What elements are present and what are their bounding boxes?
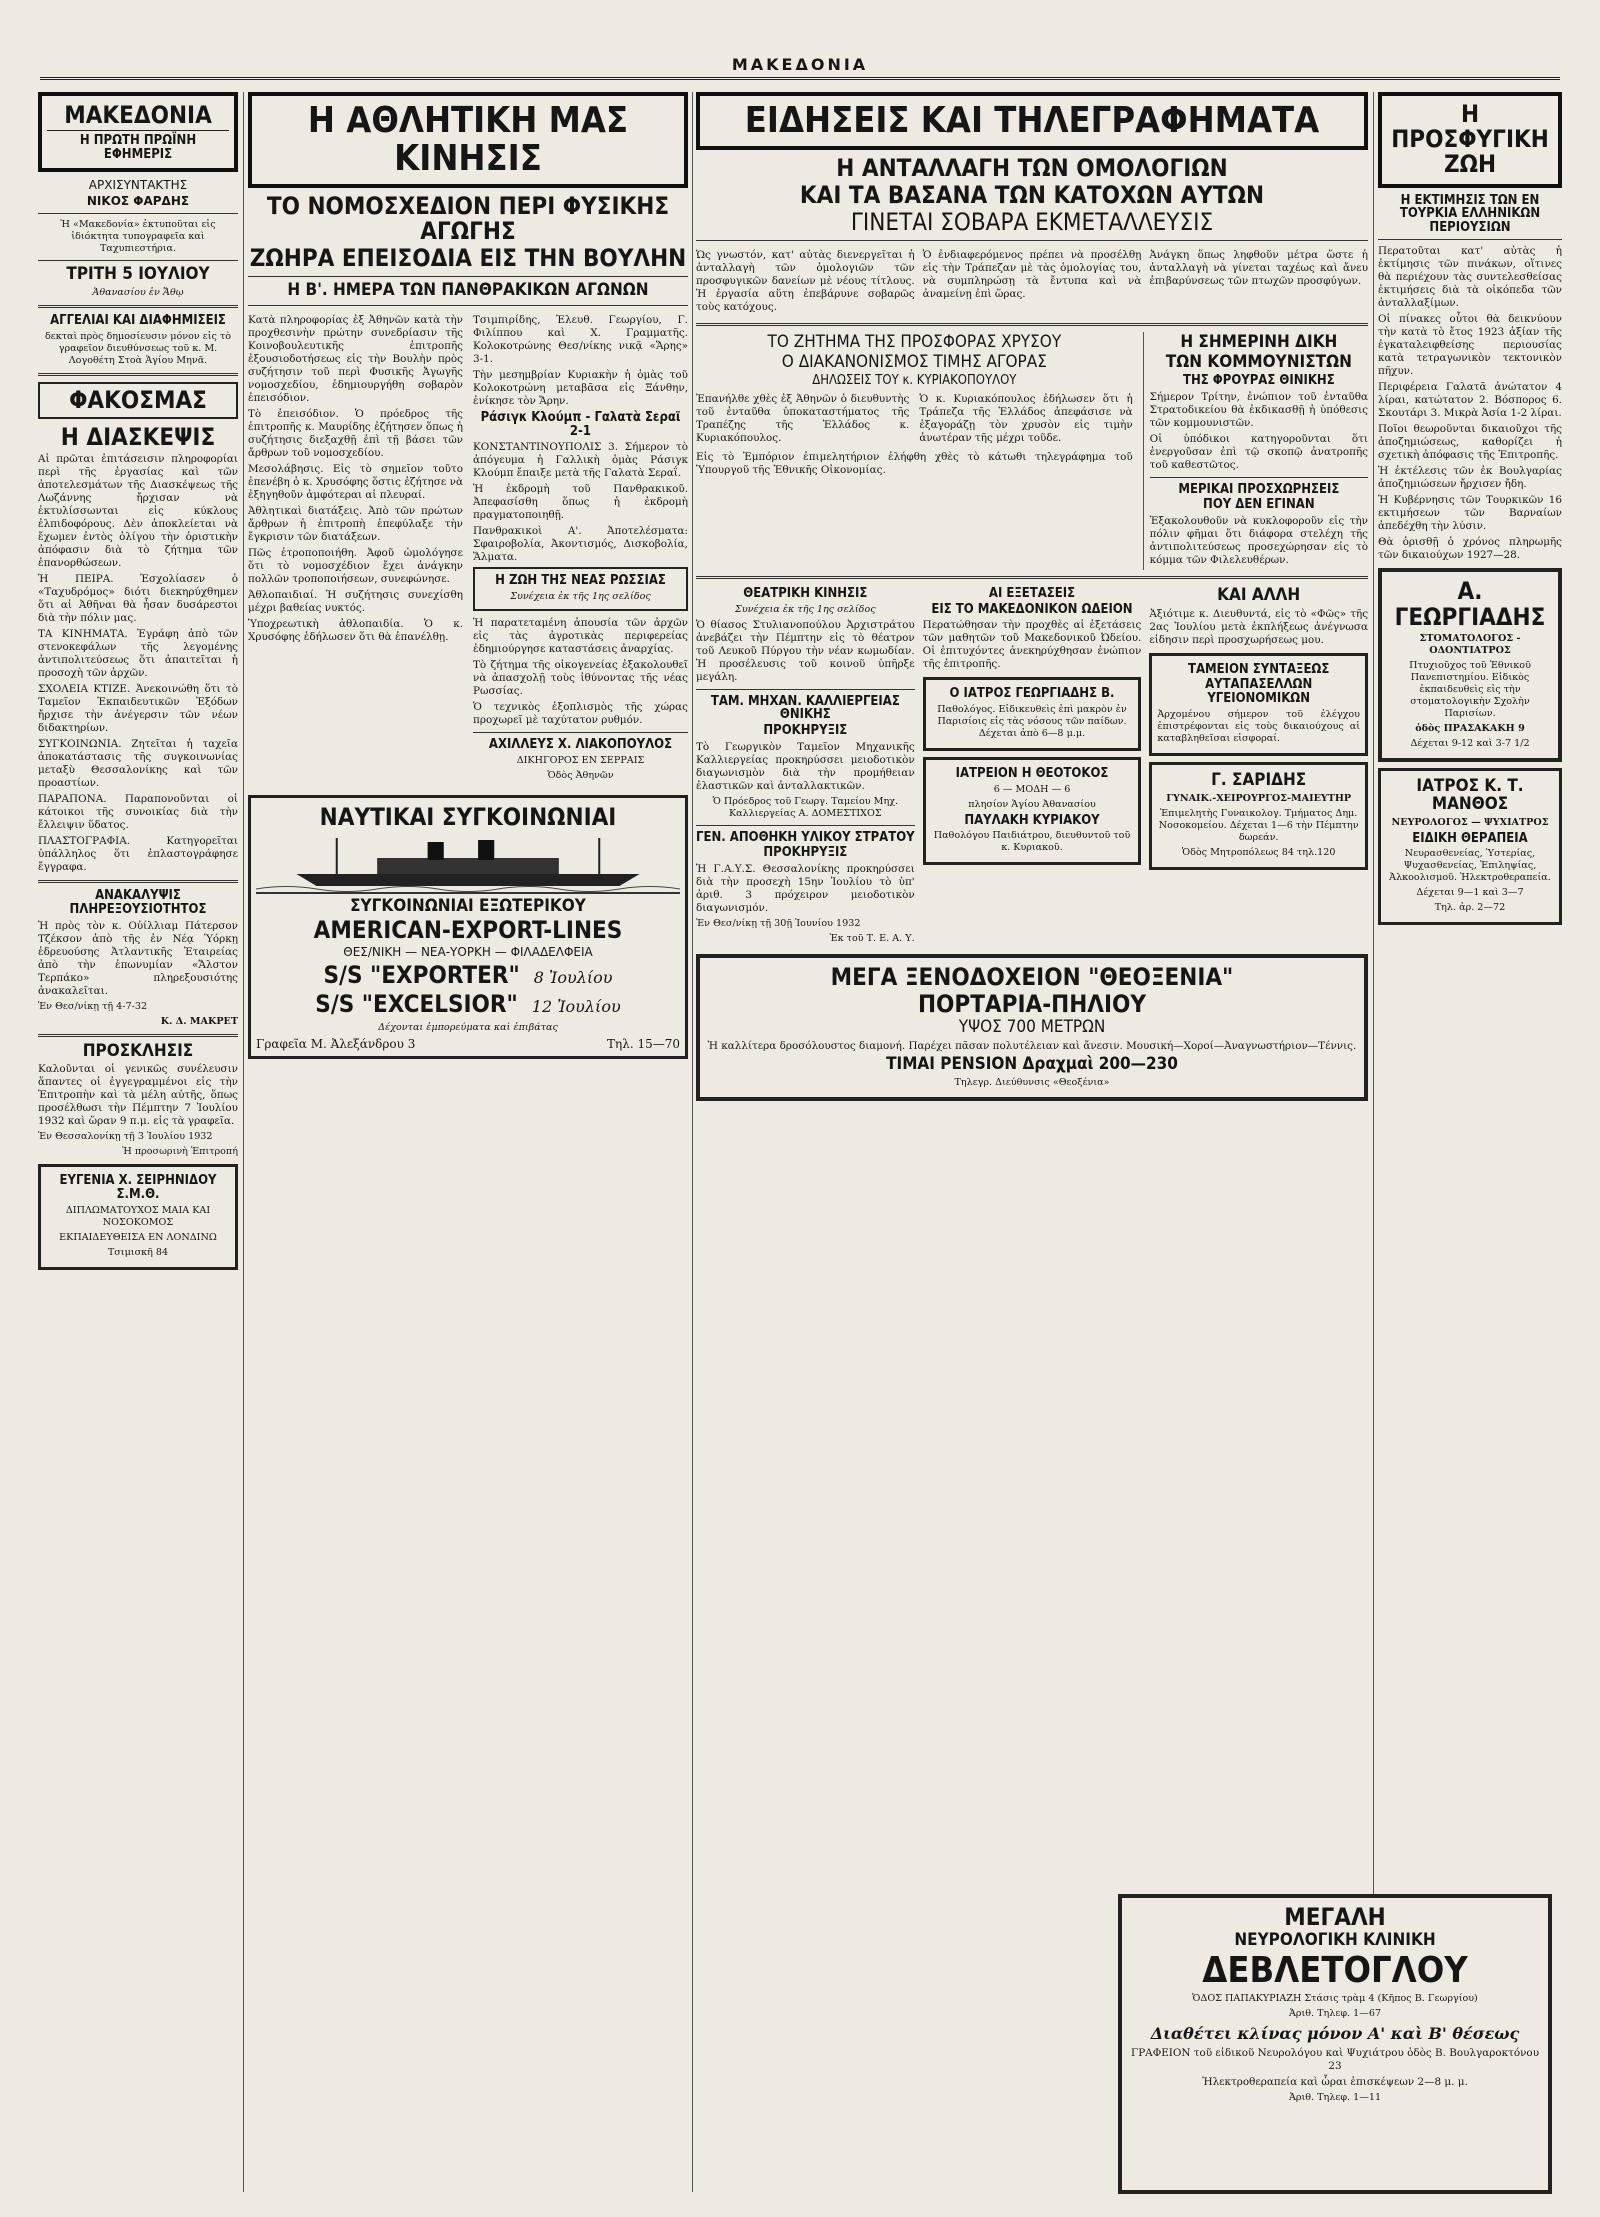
article-paragraph: Θὰ ὁρισθῇ ὁ χρόνος πληρωμῆς τῶν δικαιούχων 1927—28.	[1378, 536, 1562, 562]
exams-subheadline: ΕΙΣ ΤΟ ΜΑΚΕΔΟΝΙΚΟΝ ΩΔΕΙΟΝ	[931, 601, 1133, 617]
news-section-title: ΕΙΔΗΣΕΙΣ ΚΑΙ ΤΗΛΕΓΡΑΦΗΜΑΤΑ	[744, 100, 1320, 141]
lawyer-address: Ὁδὸς Ἀθηνῶν	[547, 769, 614, 781]
fund-subtitle: ΑΥΤΑΠΑΣΕΛΛΩΝ ΥΓΕΙΟΝΟΜΙΚΩΝ	[1205, 677, 1313, 707]
ship-date: 12 Ἰουλίου	[531, 996, 621, 1016]
dentist-text: Πτυχιοῦχος τοῦ Ἐθνικοῦ Πανεπιστημίου. Εἰδικὸς ἐκπαιδευθεὶς εἰς τὴν στοματολογικὴν Σχολὴν Παρισίων.	[1409, 659, 1531, 719]
editor-title: ΑΡΧΙΣΥΝΤΑΚΤΗΣ	[88, 178, 188, 193]
fakosmas-paragraph: ΣΥΓΚΟΙΝΩΝΙΑ. Ζητεῖται ἡ ταχεῖα ἀποκατάστασις τῆς συγκοινωνίας μεταξὺ Θεσσαλονίκης καὶ τῶν προαστίων.	[38, 738, 238, 790]
hotel-altitude: ΥΨΟΣ 700 ΜΕΤΡΩΝ	[958, 1017, 1106, 1038]
ship-name: S/S "EXCELSIOR"	[315, 989, 518, 1018]
gold-headline: ΤΟ ΖΗΤΗΜΑ ΤΗΣ ΠΡΟΣΦΟΡΑΣ ΧΡΥΣΟΥ	[767, 332, 1062, 353]
doctor-name: Ο ΙΑΤΡΟΣ ΓΕΩΡΓΙΑΔΗΣ Β.	[949, 686, 1115, 702]
page-header-title: ΜΑΚΕΔΟΝΙΑ	[731, 55, 869, 74]
refugee-headline: Η ΕΚΤΙΜΗΣΙΣ ΤΩΝ ΕΝ ΤΟΥΡΚΙΑ ΕΛΛΗΝΙΚΩΝ ΠΕΡΙΟΥΣΙΩΝ	[1399, 192, 1541, 235]
neurologist-title: ΝΕΥΡΟΛΟΓΟΣ — ΨΥΧΙΑΤΡΟΣ	[1391, 816, 1549, 828]
cultivation-title: ΤΑΜ. ΜΗΧΑΝ. ΚΑΛΛΙΕΡΓΕΙΑΣ ΘΝΙΚΗΣ	[710, 693, 900, 723]
article-paragraph: Περιφέρεια Γαλατᾶ ἀνώτατον 4 λίραι, κατώτατον 2. Βόσπορος 6. Σκουτάρι 3. Μικρὰ Ἀσία 1-2 λίραι.	[1378, 381, 1562, 420]
theatre-article	[696, 585, 915, 948]
army-notice: ΠΡΟΚΗΡΥΞΙΣ	[763, 845, 848, 861]
lawyer-name: ΑΧΙΛΛΕΥΣ Χ. ΛΙΑΚΟΠΟΥΛΟΣ	[488, 736, 673, 752]
trial-headline-3: ΤΗΣ ΦΡΟΥΡΑΣ ΘΙΝΙΚΗΣ	[1182, 373, 1335, 389]
neurologist-text: Νευρασθενείας, Ὑστερίας, Ψυχασθενείας, Ἐπιληψίας, Ἀλκοολισμοῦ. Ἠλεκτροθεραπεία.	[1389, 848, 1551, 884]
promo-headline-2: ΠΟΥ ΔΕΝ ΕΓΙΝΑΝ	[1203, 497, 1315, 513]
article-paragraph: Κατὰ πληροφορίας ἐξ Ἀθηνῶν κατὰ τὴν προχθεσινὴν πρώτην συνεδρίασιν τῆς Κοινοβουλευτικῆς ἐπιτροπῆς ἐξουσιοδοτήσεως εἰς τὴν Βουλὴν πρὸς συζήτησιν τοῦ περὶ Φυσικῆς Ἀγωγῆς νομοσχεδίου, ἐδημιουργήθη σοβαρὸν ἐπεισόδιον.	[248, 314, 463, 404]
article-paragraph: Ἡ παρατεταμένη ἀπουσία τῶν ἀρχῶν εἰς τὰς ἀγροτικὰς περιφερείας ἐδημιούργησε καταστάσεις ἀναρχίας.	[473, 616, 688, 655]
article-paragraph: Μεσολάβησις. Εἰς τὸ σημεῖον τοῦτο ἐπενέβη ὁ κ. Χρυσόφης ὅστις ἐζήτησε νὰ ἐξηγηθοῦν ἀμφότεραι αἱ πλευραί.	[248, 463, 463, 501]
clinic-title-2: ΝΕΥΡΟΛΟΓΙΚΗ ΚΛΙΝΙΚΗ	[1234, 1930, 1436, 1951]
russia-box	[473, 567, 688, 611]
article-paragraph: Πῶς ἐτροποποιήθη. Ἀφοῦ ὡμολόγησε ὅτι τὸ νομοσχέδιον ἔχει ἀνάγκην πολλῶν τροποποιήσεων, συνεφώνησε.	[248, 547, 463, 585]
sports-left-column	[248, 311, 463, 785]
russia-title: Η ΖΩΗ ΤΗΣ ΝΕΑΣ ΡΩΣΣΙΑΣ	[495, 573, 666, 589]
shipping-phone: Τηλ. 15—70	[607, 1037, 680, 1052]
article-paragraph: Ἀθλοπαιδιαί. Ἡ συζήτησις συνεχίσθη μέχρι βαθείας νυκτός.	[248, 589, 463, 614]
neurologist-hours: Δέχεται 9—1 καὶ 3—7	[1416, 887, 1524, 899]
article-paragraph: Ὁ ἐνδιαφερόμενος πρέπει νὰ προσέλθῃ εἰς τὴν Τράπεζαν μὲ τὰς ὁμολογίας του, νὰ συμπληρώσῃ τὰ ἔντυπα καὶ νὰ ἀναμείνῃ ἐπὶ ὥρας.	[922, 249, 1142, 301]
article-paragraph: Ἀθλητικαὶ διατάξεις. Ἀπὸ τῶν πρώτων ἄρθρων ἡ ἐπιτροπὴ ἐπεφύλαξε τὴν ἔγκρισιν τῶν διατάξεων.	[248, 505, 463, 543]
saint-of-day: Ἀθανασίου ἐν Ἄθῳ	[92, 287, 184, 299]
surgeon-name: Γ. ΣΑΡΙΔΗΣ	[1211, 769, 1307, 790]
clinic-doctor: ΠΑΥΛΑΚΗ ΚΥΡΙΑΚΟΥ	[964, 812, 1100, 828]
masthead	[40, 55, 1560, 80]
article-paragraph: Περατοῦται κατ' αὐτὰς ἡ ἐκτίμησις τῶν πινάκων, οἵτινες θὰ περιέχουν τὰς συντελεσθείσας ἐκτιμήσεις διὰ τὰ οἰκόπεδα τῶν ἀνταλλαξίμων.	[1378, 245, 1562, 310]
article-paragraph: Τὸ ἐπεισόδιον. Ὁ πρόεδρος τῆς ἐπιτροπῆς κ. Μαυρίδης ἐζήτησεν ὅπως ἡ συζήτησις διεξαχθῇ ἐπὶ τῇ βάσει τῶν ἄρθρων τοῦ νομοσχεδίου.	[248, 408, 463, 459]
ship-icon	[256, 834, 680, 892]
neurologist-phone: Τηλ. ἀρ. 2—72	[1434, 902, 1506, 914]
invite-text: Καλοῦνται οἱ γενικῶς συνέλευσιν ἅπαντες οἱ ἐγγεγραμμένοι εἰς τὴν Ἐπιτροπὴν καὶ τὰ μέλη αὐτῆς, ὅπως προσέλθωσι τὴν Πέμπτην 7 Ἰουλίου 1932 καὶ ὥραν 9 π.μ. εἰς τὰ γραφεῖα.	[38, 1063, 238, 1128]
other-article	[1149, 585, 1368, 948]
dentist-hours: Δέχεται 9-12 καὶ 3-7 1/2	[1410, 737, 1530, 749]
fakosmas-paragraph: ΠΑΡΑΠΟΝΑ. Παραπονοῦνται οἱ κάτοικοι τῆς συνοικίας διὰ τὴν ἔλλειψιν ὕδατος.	[38, 793, 238, 832]
article-paragraph: Πανθρακικοὶ Α'. Ἀποτελέσματα: Σφαιροβολία, Ἀκοντισμός, Δισκοβολία, Ἅλματα.	[473, 525, 688, 564]
fakosmas-paragraph: ΤΑ ΚΙΝΗΜΑΤΑ. Ἐγράφη ἀπὸ τῶν στενοκεφάλων τῆς λεγομένης ἀντιπολιτεύσεως ὅτι ἀπαιτεῖται ἡ προσοχὴ τῶν ἀρχῶν.	[38, 628, 238, 680]
fund-ad	[1149, 653, 1368, 756]
article-paragraph: Τὸ Γεωργικὸν Ταμεῖον Μηχανικῆς Καλλιεργείας προκηρύσσει μειοδοτικὸν διαγωνισμὸν διὰ τὴν προμήθειαν ἐλαστικῶν καὶ ἀνταλλακτικῶν.	[696, 740, 915, 792]
clinic-line: 6 — ΜΟΔΗ — 6	[993, 783, 1071, 795]
gold-subheadline: Ο ΔΙΑΚΑΝΟΝΙΣΜΟΣ ΤΙΜΗΣ ΑΓΟΡΑΣ	[781, 352, 1047, 373]
article-paragraph: Τὴν μεσημβρίαν Κυριακὴν ἡ ὁμὰς τοῦ Κολοκοτρώνη μεταβᾶσα εἰς Ξάνθην, ἐνίκησε τὸν Ἄρην.	[473, 369, 688, 407]
fakosmas-paragraph: ΣΧΟΛΕΙΑ ΚΤΙΖΕ. Ἀνεκοινώθη ὅτι τὸ Ταμεῖον Ἐκπαιδευτικῶν Ἐξόδων ἤρχισε τὴν ἀνέγερσιν τῶν νέων διδακτηρίων.	[38, 683, 238, 735]
hotel-price: ΤΙΜΑΙ PENSION Δραχμαὶ 200—230	[886, 1054, 1178, 1075]
promo-headline: ΜΕΡΙΚΑΙ ΠΡΟΣΧΩΡΗΣΕΙΣ	[1178, 481, 1340, 497]
trial-headline-2: ΤΩΝ ΚΟΜΜΟΥΝΙΣΤΩΝ	[1165, 352, 1352, 373]
russia-continued: Συνέχεια ἐκ τῆς 1ης σελίδος	[510, 590, 651, 602]
shipping-route: ΘΕΣ/ΝΙΚΗ — ΝΕΑ-ΥΟΡΚΗ — ΦΙΛΑΔΕΛΦΕΙΑ	[343, 944, 593, 959]
neurologist-ad	[1378, 768, 1562, 925]
fund-title: ΤΑΜΕΙΟΝ ΣΥΝΤΑΞΕΩΣ	[1187, 661, 1330, 677]
dentist-name: Α. ΓΕΩΡΓΙΑΔΗΣ	[1394, 577, 1546, 631]
column-left	[38, 92, 238, 1276]
army-date: Ἐν Θεσ/νίκῃ τῇ 30ῇ Ἰουνίου 1932	[696, 917, 861, 929]
ship-name: S/S "EXPORTER"	[323, 960, 520, 989]
sports-right-column	[473, 311, 688, 785]
claims-text: Ἡ πρὸς τὸν κ. Οὐίλλιαμ Πάτερσον Τζέκσον ἀπὸ τῆς ἐν Νέᾳ Ὑόρκῃ ἑδρευούσης Ἀτλαντικῆς Ἑταιρείας ἀπὸ τὴν ἐπωνυμίαν «Ἄλστον Τερπάκο» πληρεξουσιότης ἀνακαλεῖται.	[38, 919, 238, 997]
dentist-ad	[1378, 568, 1562, 761]
cultivation-signature: Ὁ Πρόεδρος τοῦ Γεωργ. Ταμείου Μηχ. Καλλιεργείας Α. ΔΟΜΕΣΤΙΧΟΣ	[712, 795, 899, 819]
column-rule	[243, 92, 244, 2192]
surgeon-text: Ἐπιμελητὴς Γυναικολογ. Τμήματος Δημ. Νοσοκομείου. Δέχεται 1—6 τὴν Πέμπτην δωρεάν.	[1158, 807, 1359, 843]
fakosmas-paragraph: ΠΛΑΣΤΟΓΡΑΦΙΑ. Κατηγορεῖται ὑπάλληλος ὅτι ἐπλαστογράφησε ἔγγραφα.	[38, 835, 238, 874]
column-rule	[692, 92, 693, 2192]
article-paragraph: Ἐξακολουθοῦν νὰ κυκλοφοροῦν εἰς τὴν πόλιν φῆμαι ὅτι διάφορα στελέχη τῆς ἀντιπολιτεύσεως προσεχώρησαν εἰς τὸ κόμμα τῶν Φιλελευθέρων.	[1149, 514, 1368, 566]
article-paragraph: Οἱ ὑπόδικοι κατηγοροῦνται ὅτι ἐνεργοῦσαν ἐπὶ τῷ σκοπῷ ἀνατροπῆς τοῦ καθεστῶτος.	[1149, 432, 1368, 471]
army-title: ΓΕΝ. ΑΠΟΘΗΚΗ ΥΛΙΚΟΥ ΣΤΡΑΤΟΥ	[696, 829, 915, 845]
neuro-clinic-ad	[1118, 1894, 1552, 2194]
midwife-ad	[38, 1164, 238, 1269]
clinic-title-1: ΜΕΓΑΛΗ	[1284, 1903, 1386, 1931]
sports-headline: ΤΟ ΝΟΜΟΣΧΕΔΙΟΝ ΠΕΡΙ ΦΥΣΙΚΗΣ ΑΓΩΓΗΣ	[266, 191, 670, 245]
refugee-section-title: Η ΠΡΟΣΦΥΓΙΚΗ ΖΩΗ	[1391, 100, 1549, 179]
column-sports	[248, 92, 688, 1065]
sports-section-title: Η ΑΘΛΗΤΙΚΗ ΜΑΣ ΚΙΝΗΣΙΣ	[307, 100, 629, 179]
fakosmas-box	[38, 382, 238, 419]
clinic-hours: Ἠλεκτροθεραπεία καὶ ὧραι ἐπισκέψεων 2—8 μ. μ.	[1202, 2075, 1468, 2088]
article-paragraph: Ἡ ἐκτέλεσις τῶν ἐκ Βουλγαρίας ἀποζημιώσεων ἤρχισεν ἤδη.	[1378, 465, 1562, 491]
article-paragraph: ΚΟΝΣΤΑΝΤΙΝΟΥΠΟΛΙΣ 3. Σήμερον τὸ ἀπόγευμα ἡ Γαλλικὴ ὁμὰς Ράσιγκ Κλούμπ ἔπαιξε μετὰ τῆς Γαλατὰ Σεραΐ.	[473, 441, 688, 480]
fund-text: Ἀρχομένου σήμερον τοῦ ἐλέγχου ἐπιστρέφονται εἰς τοὺς δικαιούχους αἱ καταβληθεῖσαι εἰσφοραί.	[1157, 708, 1361, 744]
midwife-line: ΔΙΠΛΩΜΑΤΟΥΧΟΣ ΜΑΙΑ ΚΑΙ ΝΟΣΟΚΟΜΟΣ	[65, 1204, 211, 1228]
sports-subhead-games: Η Β'. ΗΜΕΡΑ ΤΩΝ ΠΑΝΘΡΑΚΙΚΩΝ ΑΓΩΝΩΝ	[287, 280, 649, 301]
hotel-ad	[696, 954, 1368, 1101]
shipping-company: AMERICAN-EXPORT-LINES	[313, 915, 623, 944]
hotel-text: Ἡ καλλίτερα δροσόλουστος διαμονή. Παρέχει πᾶσαν πολυτέλειαν καὶ ἄνεσιν. Μουσική—Χοροί—Ἀναγνωστήριον—Τέννις.	[707, 1040, 1357, 1053]
fakosmas-title: ΦΑΚΟΣΜΑΣ	[69, 385, 207, 414]
clinic-phone: Ἀριθ. Τηλεφ. 1—67	[1288, 2007, 1382, 2019]
fakosmas-paragraph: Αἱ πρῶται ἐπιτάσεισιν πληροφορίαι περὶ τῆς ἐργασίας καὶ τῶν ἀποτελεσμάτων τῆς Διασκέψεως τῆς Λωζάννης ἤρχισαν νὰ ἐκτυλίσσωνται εἰς κύκλους ἐλπιδοφόρους. Δὲν ἀποκλείεται νὰ ἔχωμεν ἐντὸς ὀλίγου τὴν ὁριστικὴν ἀπόφασιν διὰ τὸ ζήτημα τῶν ἐπανορθώσεων.	[38, 453, 238, 570]
doctor-ad	[923, 677, 1142, 751]
nameplate-title: ΜΑΚΕΔΟΝΙΑ	[64, 101, 212, 129]
ship-illustration	[256, 834, 680, 894]
trial-article	[1143, 332, 1368, 570]
clinic-address: ὉΔΟΣ ΠΑΠΑΚΥΡΙΑΖΗ Στάσις τρὰμ 4 (Κῆπος Β. Γεωργίου)	[1192, 1992, 1478, 2004]
ship-date: 8 Ἰουλίου	[533, 967, 613, 987]
sports-subheadline: ΖΩΗΡΑ ΕΠΕΙΣΟΔΙΑ ΕΙΣ ΤΗΝ ΒΟΥΛΗΝ	[249, 243, 687, 272]
article-paragraph: Ἀξιότιμε κ. Διευθυντά, εἰς τὸ «Φῶς» τῆς 2ας Ἰουλίου μετὰ ἐκπλήξεως ἀνέγνωσα εἰδησιν περὶ προσχωρήσεως μου.	[1149, 607, 1368, 646]
issue-date: ΤΡΙΤΗ 5 ΙΟΥΛΙΟΥ	[66, 264, 210, 285]
article-paragraph: Ἡ Κυβέρνησις τῶν Τουρκικῶν 16 εκτιμήσεων τῶν Βαρναίων ἀπεδέχθη τὴν λύσιν.	[1378, 494, 1562, 533]
shipping-note: Δέχονται ἐμπορεύματα καὶ ἐπιβάτας	[378, 1022, 558, 1034]
article-paragraph: Εἰς τὸ Ἐμπόριον ἐπιμελητήριον ἐλήφθη χθὲς τὸ κάτωθι τηλεγράφημα τοῦ Ὑπουργοῦ τῆς Ἐθνικῆς Οἰκονομίας.	[696, 450, 1133, 476]
theatre-headline: ΘΕΑΤΡΙΚΗ ΚΙΝΗΣΙΣ	[743, 585, 868, 601]
article-paragraph: Ὁ τεχνικὸς ἐξοπλισμὸς τῆς χώρας προχωρεῖ μὲ ταχύτατον ρυθμόν.	[473, 700, 688, 726]
article-paragraph: Ἡ Γ.Α.Υ.Σ. Θεσσαλονίκης προκηρύσσει διὰ τὴν προσεχὴ 15ην Ἰουλίου τὸ ὑπ' ἀριθ. 3 πρόχειρον μειοδοτικὸν διαγωνισμόν.	[696, 862, 915, 914]
exams-headline: ΑΙ ΕΞΕΤΑΣΕΙΣ	[988, 585, 1076, 601]
army-signature: Ἐκ τοῦ Τ. Ε. Α. Υ.	[829, 932, 915, 944]
article-paragraph: Τὸ ζήτημα τῆς οἰκογενείας ἐξακολουθεῖ νὰ ἀπασχολῇ τοὺς ἰθύνοντας τῆς νέας Ρωσσίας.	[473, 658, 688, 697]
dentist-title: ΣΤΟΜΑΤΟΛΟΓΟΣ - ΟΔΟΝΤΙΑΤΡΟΣ	[1419, 632, 1521, 656]
shipping-subtitle: ΣΥΓΚΟΙΝΩΝΙΑΙ ΕΞΩΤΕΡΙΚΟΥ	[350, 895, 586, 916]
other-headline: ΚΑΙ ΑΛΛΗ	[1217, 584, 1301, 605]
column-news	[696, 92, 1368, 1107]
clinic-phone-2: Ἀριθ. Τηλεφ. 1—11	[1288, 2091, 1382, 2103]
article-paragraph: Σήμερον Τρίτην, ἐνώπιον τοῦ ἐνταῦθα Στρατοδικείου θὰ ἐκδικασθῇ ἡ ὑπόθεσις τῶν κομμουνιστῶν.	[1149, 390, 1368, 429]
clinic-line: πλησίον Ἁγίου Ἀθανασίου	[968, 798, 1096, 810]
fakosmas-headline: Η ΔΙΑΣΚΕΨΙΣ	[60, 423, 216, 452]
dentist-address: ὁδὸς ΠΡΑΣΑΚΑΚΗ 9	[1415, 722, 1525, 734]
trial-headline: Η ΣΗΜΕΡΙΝΗ ΔΙΚΗ	[1180, 332, 1338, 353]
exchange-subheadline: ΓΙΝΕΤΑΙ ΣΟΒΑΡΑ ΕΚΜΕΤΑΛΛΕΥΣΙΣ	[850, 208, 1214, 237]
hotel-location: ΠΟΡΤΑΡΙΑ-ΠΗΛΙΟΥ	[917, 990, 1147, 1018]
claims-place: Ἐν Θεσ/νίκῃ τῇ 4-7-32	[38, 1000, 148, 1012]
hotel-name: ΜΕΓΑ ΞΕΝΟΔΟΧΕΙΟΝ "ΘΕΟΞΕΝΙΑ"	[830, 962, 1234, 991]
lawyer-title: ΔΙΚΗΓΟΡΟΣ ΕΝ ΣΕΡΡΑΙΣ	[516, 754, 645, 766]
surgeon-title: ΓΥΝΑΙΚ.-ΧΕΙΡΟΥΡΓΟΣ-ΜΑΙΕΥΤΗΡ	[1166, 792, 1352, 804]
clinic-ad	[923, 757, 1142, 865]
article-paragraph: Τσιμπιρίδης, Ἐλευθ. Γεωργίου, Γ. Φιλίππου καὶ Χ. Γραμματῆς. Κολοκοτρώνης Θεσ/νίκης νικᾷ «Ἄρης» 3-1.	[473, 314, 688, 365]
shipping-ad	[248, 795, 688, 1060]
neurologist-name: ΙΑΤΡΟΣ Κ. Τ. ΜΑΝΘΟΣ	[1416, 775, 1524, 814]
fakosmas-paragraph: Ἡ ΠΕΙΡΑ. Ἐσχολίασεν ὁ «Ταχυδρόμος» διότι διεκηρύχθημεν ὅτι αἱ Ἀθῆναι θὰ ἦσαν δυσάρεστοι διὰ τὴν πόλιν μας.	[38, 573, 238, 625]
ads-box-text: δεκταὶ πρὸς δημοσίευσιν μόνον εἰς τὸ γραφεῖον διευθύνσεως τοῦ κ. Μ. Λογοθέτη Στοὰ Ἁγίου Μηνᾶ.	[44, 330, 232, 366]
midwife-address: Τσιμισκῆ 84	[107, 1246, 169, 1258]
cultivation-notice: ΠΡΟΚΗΡΥΞΙΣ	[763, 722, 848, 738]
gold-article	[696, 332, 1133, 570]
article-paragraph: Ἐπανήλθε χθὲς ἐξ Ἀθηνῶν ὁ διευθυντὴς τοῦ ἐνταῦθα ὑποκαταστήματος τῆς Τραπέζης τῆς Ἑλλάδος κ. Κυριακόπουλος.	[696, 392, 910, 444]
column-refugee	[1378, 92, 1562, 931]
hotel-telegram: Τηλεγρ. Διεύθυνσις «Θεοξένια»	[954, 1076, 1110, 1088]
column-rule	[1373, 92, 1374, 2192]
midwife-line: ΕΚΠΑΙΔΕΥΘΕΙΣΑ ΕΝ ΛΟΝΔΙΝΩ	[59, 1231, 217, 1243]
invite-place: Ἐν Θεσσαλονίκῃ τῇ 3 Ἰουλίου 1932	[38, 1131, 213, 1143]
sports-section-banner	[248, 92, 688, 188]
article-paragraph: Ὑποχρεωτικὴ ἀθλοπαιδία. Ὁ κ. Χρυσόφης ἐδήλωσεν ὅτι θὰ ἐπανέλθῃ.	[248, 618, 463, 643]
printing-note: Ἡ «Μακεδονία» ἐκτυποῦται εἰς ἰδιόκτητα τυπογραφεῖα καὶ Ταχυπιεστήρια.	[60, 219, 216, 255]
shipping-title: ΝΑΥΤΙΚΑΙ ΣΥΓΚΟΙΝΩΝΙΑΙ	[319, 802, 617, 831]
article-paragraph: Ποῖοι θεωροῦνται δικαιοῦχοι τῆς ἀποζημιώσεως, καθορίζει ἡ σχετικὴ ἀπόφασις τῆς Ἐπιτροπῆς.	[1378, 423, 1562, 462]
article-paragraph: Ἀνάγκη ὅπως ληφθοῦν μέτρα ὥστε ἡ ἀνταλλαγὴ νὰ γίνεται ταχέως καὶ ἄνευ ἐπιβαρύνσεως τῶν πτωχῶν προσφύγων.	[1149, 249, 1368, 288]
surgeon-ad	[1149, 762, 1368, 870]
invite-signature: Ἡ προσωρινὴ Ἐπιτροπή	[122, 1146, 238, 1158]
theatre-continued: Συνέχεια ἐκ τῆς 1ης σελίδος	[735, 603, 876, 615]
article-paragraph: Ὁ κ. Κυριακόπουλος ἐδήλωσεν ὅτι ἡ Τράπεζα τῆς Ἑλλάδος ἀπεφάσισε νὰ ἐξαγοράζῃ τὸν χρυσὸν εἰς τιμὴν ἀνωτέραν τῆς μέχρι τοῦδε.	[919, 392, 1133, 444]
clinic-beds: Διαθέτει κλίνας μόνον Α' καὶ Β' θέσεως	[1150, 2023, 1520, 2043]
editor-name: ΝΙΚΟΣ ΦΑΡΔΗΣ	[86, 194, 190, 209]
ads-box-title: ΑΓΓΕΛΙΑΙ ΚΑΙ ΔΙΑΦΗΜΙΣΕΙΣ	[50, 313, 226, 329]
exchange-headline-2: ΚΑΙ ΤΑ ΒΑΣΑΝΑ ΤΩΝ ΚΑΤΟΧΩΝ ΑΥΤΩΝ	[799, 180, 1265, 209]
invite-title: ΠΡΟΣΚΛΗΣΙΣ	[82, 1040, 194, 1061]
article-paragraph: Ὁ θίασος Στυλιανοπούλου Ἀρχιστράτου ἀνεβάζει τὴν Πέμπτην εἰς τὸ θέατρον τοῦ Λευκοῦ Πύργου τὴν νέαν κωμωδίαν. Ἡ προσέλευσις τοῦ κοινοῦ ὑπῆρξε μεγάλη.	[696, 618, 915, 683]
gold-statement: ΔΗΛΩΣΕΙΣ ΤΟΥ κ. ΚΥΡΙΑΚΟΠΟΥΛΟΥ	[812, 373, 1017, 389]
clinic-text: Παθολόγου Παιδιάτρου, διευθυντοῦ τοῦ κ. Κυριακοῦ.	[933, 830, 1131, 854]
nameplate	[38, 92, 238, 172]
midwife-name: ΕΥΓΕΝΙΑ Χ. ΣΕΙΡΗΝΙΔΟΥ Σ.Μ.Θ.	[59, 1173, 217, 1203]
neurologist-therapy: ΕΙΔΙΚΗ ΘΕΡΑΠΕΙΑ	[1412, 830, 1528, 846]
article-paragraph: Ἡ ἐκδρομὴ τοῦ Πανθρακικοῦ. Ἀπεφασίσθη ὅπως ἡ ἐκδρομὴ πραγματοποιηθῇ.	[473, 483, 688, 522]
clinic-name: ΙΑΤΡΕΙΟΝ Η ΘΕΟΤΟΚΟΣ	[955, 765, 1109, 781]
doctor-text: Παθολόγος. Εἰδικευθεὶς ἐπὶ μακρὸν ἐν Παρισίοις εἰς τὰς νόσους τῶν παίδων. Δέχεται ἀπὸ 6—8 μ.μ.	[937, 703, 1127, 739]
refugee-section-banner	[1378, 92, 1562, 188]
surgeon-address: Ὁδὸς Μητροπόλεως 84 τηλ.120	[1181, 846, 1336, 858]
article-paragraph: Οἱ πίνακες οὗτοι θὰ δεικνύουν τὴν κατὰ τὸ ἔτος 1923 ἀξίαν τῆς ἐγκαταλειφθείσης περιουσίας κατὰ τετραγωνικὸν τεκτονικὸν πῆχυν.	[1378, 313, 1562, 378]
match-headline: Ράσιγκ Κλούμπ - Γαλατὰ Σεραϊ 2-1	[480, 410, 681, 439]
exams-article	[923, 585, 1142, 948]
nameplate-tagline: Η ΠΡΩΤΗ ΠΡΩΪΝΗ ΕΦΗΜΕΡΙΣ	[47, 130, 229, 161]
article-paragraph: Ὡς γνωστόν, κατ' αὐτὰς διενεργεῖται ἡ ἀνταλλαγὴ τῶν ὁμολογιῶν τῶν προσφυγικῶν δανείων μὲ νέους τίτλους. Ἡ ἐργασία αὕτη ἐπεβάρυνε σοβαρῶς τοὺς κατόχους.	[696, 249, 915, 314]
clinic-office: ΓΡΑΦΕΙΟΝ τοῦ εἰδικοῦ Νευρολόγου καὶ Ψυχιάτρου ὁδὸς Β. Βουλγαροκτόνου 23	[1130, 2046, 1540, 2072]
exchange-headline: Η ΑΝΤΑΛΛΑΓΗ ΤΩΝ ΟΜΟΛΟΓΙΩΝ	[836, 153, 1228, 182]
claims-signature: Κ. Δ. ΜΑΚΡΕΤ	[160, 1015, 238, 1027]
clinic-title-3: ΔΕΒΛΕΤΟΓΛΟΥ	[1202, 1950, 1468, 1992]
claims-title: ΑΝΑΚΑΛΥΨΙΣ ΠΛΗΡΕΞΟΥΣΙΟΤΗΤΟΣ	[69, 888, 207, 917]
news-section-banner	[696, 92, 1368, 150]
article-paragraph: Περατώθησαν τὴν προχθὲς αἱ ἐξετάσεις τῶν μαθητῶν τοῦ Μακεδονικοῦ Ὠδείου. Οἱ ἐπιτυχόντες ἀνεκηρύχθησαν ἐνώπιον τῆς ἐπιτροπῆς.	[922, 619, 1142, 671]
shipping-office: Γραφεῖα Μ. Ἀλεξάνδρου 3	[256, 1037, 416, 1052]
